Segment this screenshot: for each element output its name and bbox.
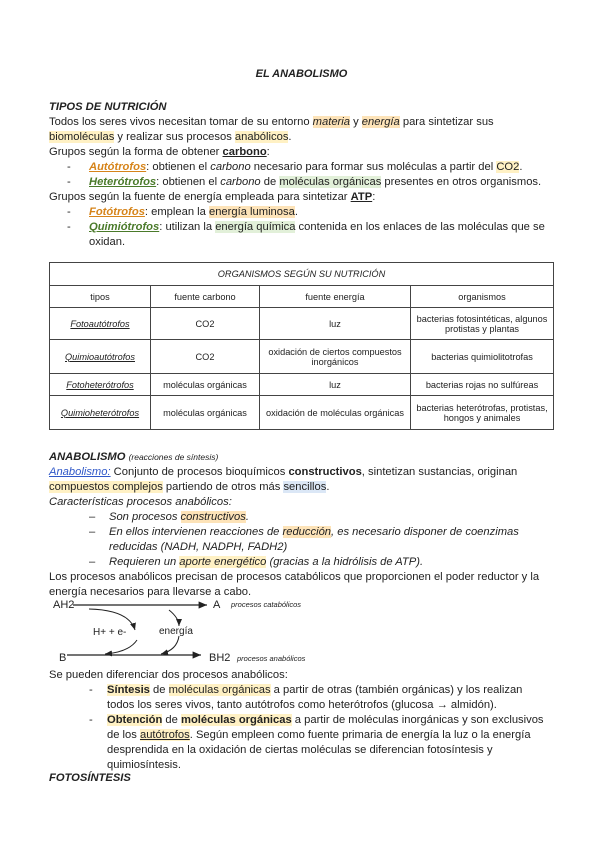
table-cell: Quimioautótrofos [50, 340, 151, 374]
table-row [50, 340, 554, 374]
table-cell: moléculas orgánicas [151, 374, 260, 396]
anabolismo-def-2: compuestos complejos partiendo de otros más sencillos. [49, 481, 330, 493]
sintesis-item-cont: todos los seres vivos, tanto autótrofos como heterótrofos (glucosa → almidón). [107, 699, 497, 711]
label-procesos-catabolicos: procesos catabólicos [231, 600, 302, 609]
intro-line-2: biomoléculas y realizar sus procesos anabólicos. [49, 131, 292, 143]
label-b: B [59, 652, 67, 664]
reducing-curve-arrow [105, 640, 137, 654]
table-header: fuente carbono [151, 286, 260, 308]
diferenciar-intro: Se pueden diferenciar dos procesos anabólicos: [49, 669, 288, 681]
nutrition-table [49, 262, 554, 430]
quimiotrofos-item-cont: oxidan. [89, 236, 126, 248]
label-procesos-anabolicos: procesos anabólicos [237, 654, 306, 663]
obtencion-item: Obtención de moléculas orgánicas a partir de moléculas inorgánicas y son exclusivos [107, 714, 544, 726]
bullet-s1: - [89, 684, 93, 696]
table-cell: luz [260, 308, 411, 340]
table-cell: CO2 [151, 308, 260, 340]
nutricion-heading: TIPOS DE NUTRICIÓN [49, 101, 167, 113]
fototrofos-item: Fotótrofos: emplean la energía luminosa. [89, 206, 298, 218]
table-cell: bacterias rojas no sulfúreas [411, 374, 554, 396]
sintesis-item: Síntesis de moléculas orgánicas a partir de otras (también orgánicas) y los realizan [107, 684, 523, 696]
table-cell: CO2 [151, 340, 260, 374]
table-cell: Quimioheterótrofos [50, 396, 151, 430]
grupos-energia: Grupos según la fuente de energía empleada para sintetizar ATP: [49, 191, 376, 203]
caract-2-cont: reducidas (NADH, NADPH, FADH2) [109, 541, 288, 553]
bullet-heterotrofos: - [67, 176, 71, 188]
table-cell: Fotoautótrofos [50, 308, 151, 340]
bullet-fototrofos: - [67, 206, 71, 218]
caract-3: Requieren un aporte energético (gracias a la hidrólisis de ATP). [109, 556, 424, 568]
table-cell: oxidación de moléculas orgánicas [260, 396, 411, 430]
table-row [50, 396, 554, 430]
obtencion-item-cont-3: quimiosíntesis. [107, 759, 181, 771]
caract-1: Son procesos constructivos. [109, 511, 249, 523]
caracteristicas-heading: Características procesos anabólicos: [49, 496, 232, 508]
autotrofos-item: Autótrofos: obtienen el carbono necesario para formar sus moléculas a partir del CO2. [89, 161, 523, 173]
bullet-s2: - [89, 714, 93, 726]
table-row [50, 374, 554, 396]
table-cell: moléculas orgánicas [151, 396, 260, 430]
table-caption: ORGANISMOS SEGÚN SU NUTRICIÓN [50, 263, 554, 286]
table-cell: bacterias fotosintéticas, algunos protistas y plantas [411, 308, 554, 340]
table-header: organismos [411, 286, 554, 308]
bullet-autotrofos: - [67, 161, 71, 173]
intro-line-1: Todos los seres vivos necesitan tomar de su entorno materia y energía para sintetizar sus [49, 116, 494, 128]
paragraph-line-2: energía necesarios para llevarse a cabo. [49, 586, 252, 598]
fotosintesis-heading: FOTOSÍNTESIS [49, 772, 131, 784]
table-cell: bacterias quimiolitotrofas [411, 340, 554, 374]
paragraph-line-1: Los procesos anabólicos precisan de procesos catabólicos que proporcionen el poder reductor y la [49, 571, 540, 583]
table-cell: Fotoheterótrofos [50, 374, 151, 396]
table-header: fuente energía [260, 286, 411, 308]
obtencion-item-cont-2: desprendida en la oxidación de ciertas moléculas se diferencian fotosíntesis y [107, 744, 493, 756]
table-cell: oxidación de ciertos compuestos inorgánicos [260, 340, 411, 374]
bullet-c1: – [89, 511, 96, 523]
table-header: tipos [50, 286, 151, 308]
label-ah2: AH2 [53, 599, 75, 611]
anabolismo-heading: ANABOLISMO (reacciones de síntesis) [49, 451, 219, 463]
redox-diagram [49, 596, 349, 668]
bullet-c2: – [89, 526, 96, 538]
bullet-c3: – [89, 556, 96, 568]
energy-curve-arrow [169, 610, 179, 626]
label-h-e: H+ + e- [93, 627, 127, 638]
quimiotrofos-item: Quimiótrofos: utilizan la energía química contenida en los enlaces de las moléculas que se [89, 221, 545, 233]
grupos-carbono: Grupos según la forma de obtener carbono: [49, 146, 270, 158]
anabolismo-def-1: Anabolismo: Conjunto de procesos bioquímicos constructivos, sintetizan sustancias, originan [49, 466, 518, 478]
label-energia: energía [159, 626, 193, 637]
page-title: EL ANABOLISMO [255, 68, 348, 80]
label-bh2: BH2 [209, 652, 231, 664]
obtencion-item-cont-1: de los autótrofos. Según empleen como fuente primaria de energía la luz o la energía [107, 729, 531, 741]
caract-2: En ellos intervienen reacciones de reducción, es necesario disponer de coenzimas [109, 526, 519, 538]
table-cell: luz [260, 374, 411, 396]
table-row [50, 308, 554, 340]
bullet-quimiotrofos: - [67, 221, 71, 233]
heterotrofos-item: Heterótrofos: obtienen el carbono de moléculas orgánicas presentes en otros organismos. [89, 176, 542, 188]
label-a: A [213, 599, 221, 611]
table-cell: bacterias heterótrofas, protistas, hongos y animales [411, 396, 554, 430]
